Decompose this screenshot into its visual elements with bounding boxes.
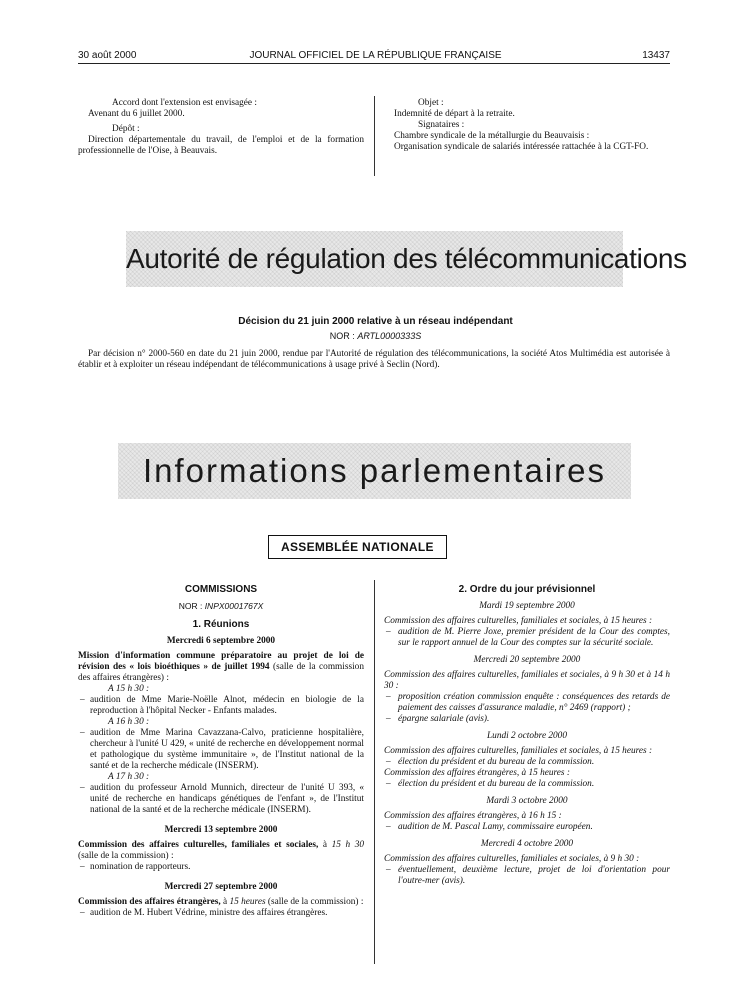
commission-etrangeres-location: (salle de la commission) : bbox=[265, 897, 364, 907]
decision-body: Par décision n° 2000-560 en date du 21 juin 2000, rendue par l'Autorité de régulation des télécommunications, la société Atos Multimédia est autorisée à établir et à exploiter un réseau indépendant de télécommunications à usage privé à Seclin (Nord). bbox=[78, 349, 670, 370]
reunions-heading: 1. Réunions bbox=[192, 619, 250, 630]
left-column bbox=[78, 584, 364, 919]
commissions-nor-code: INPX0001767X bbox=[204, 601, 264, 611]
commission-culturelles-paragraph bbox=[78, 840, 364, 862]
d2-proposition: – proposition création commission enquête : conséquences des retards de paiement des caisses d'assurance maladie, n° 2469 (rapport) ; bbox=[384, 692, 670, 714]
commission-culturelles-title: Commission des affaires culturelles, familiales et sociales, bbox=[78, 840, 319, 850]
header-date: 30 août 2000 bbox=[78, 50, 137, 61]
ordre-du-jour-heading: 2. Ordre du jour prévisionnel bbox=[458, 584, 596, 595]
assembly-heading: ASSEMBLÉE NATIONALE bbox=[268, 535, 447, 559]
d2-epargne: – épargne salariale (avis). bbox=[384, 714, 670, 725]
commission-culturelles-time: 15 h 30 bbox=[331, 840, 365, 850]
audition-munnich: – audition du professeur Arnold Munnich, directeur de l'unité U 393, « unité de recherche en handicaps génétiques de l'enfant », de l'Institut national de la santé et de la recherche médicale (INSERM). bbox=[78, 783, 364, 816]
top-left-column bbox=[78, 98, 364, 157]
d3-election-1: – élection du président et du bureau de la commission. bbox=[384, 757, 670, 768]
top-column-divider bbox=[374, 96, 375, 176]
journal-title: JOURNAL OFFICIEL DE LA RÉPUBLIQUE FRANÇAISE bbox=[249, 50, 502, 61]
objet-text: Indemnité de départ à la retraite. bbox=[394, 109, 515, 119]
date-20-septembre: Mercredi 20 septembre 2000 bbox=[473, 655, 581, 665]
d3-commission-1: Commission des affaires culturelles, familiales et sociales, à 15 heures : bbox=[384, 746, 653, 756]
d5-outre-mer: – éventuellement, deuxième lecture, projet de loi d'orientation pour l'outre-mer (avis). bbox=[384, 865, 670, 887]
mission-title: Mission d'information commune préparatoire au projet de loi de révision des « lois bioéthiques » de juillet 1994 bbox=[78, 651, 364, 672]
signataire-1: Chambre syndicale de la métallurgie du Beauvaisis : bbox=[394, 131, 590, 141]
art-banner bbox=[126, 231, 687, 287]
decision-nor-code: ARTL0000333S bbox=[357, 331, 422, 341]
d3-commission-2: Commission des affaires étrangères, à 15 heures : bbox=[384, 768, 570, 778]
date-19-septembre: Mardi 19 septembre 2000 bbox=[479, 601, 575, 611]
date-27-septembre: Mercredi 27 septembre 2000 bbox=[164, 882, 278, 892]
commission-culturelles-location: (salle de la commission) : bbox=[78, 851, 174, 861]
right-column bbox=[384, 584, 670, 887]
d1-audition-joxe: – audition de M. Pierre Joxe, premier président de la Cour des comptes, sur le rapport annuel de la Cour des comptes sur la sécurité sociale. bbox=[384, 627, 670, 649]
decision-nor bbox=[0, 331, 751, 341]
audition-vedrine: – audition de M. Hubert Védrine, ministre des affaires étrangères. bbox=[78, 908, 364, 919]
commission-culturelles-a: à bbox=[318, 840, 332, 850]
commission-etrangeres-title: Commission des affaires étrangères, bbox=[78, 897, 221, 907]
date-3-octobre: Mardi 3 octobre 2000 bbox=[486, 796, 568, 806]
d3-election-2: – élection du président et du bureau de la commission. bbox=[384, 779, 670, 790]
mission-paragraph bbox=[78, 651, 364, 684]
depot-text: Direction départementale du travail, de l'emploi et de la formation professionnelle de l'Oise, à Beauvais. bbox=[78, 135, 364, 156]
d2-commission: Commission des affaires culturelles, familiales et sociales, à 9 h 30 et à 14 h 30 : bbox=[384, 670, 670, 691]
signataire-2: Organisation syndicale de salariés intéressée rattachée à la CGT-FO. bbox=[394, 142, 649, 152]
objet-label: Objet : bbox=[418, 98, 444, 108]
depot-label: Dépôt : bbox=[112, 124, 140, 134]
date-2-octobre: Lundi 2 octobre 2000 bbox=[487, 731, 567, 741]
decision-title: Décision du 21 juin 2000 relative à un réseau indépendant bbox=[238, 316, 513, 327]
top-right-column bbox=[384, 98, 670, 153]
d4-commission: Commission des affaires étrangères, à 16 h 15 : bbox=[384, 811, 562, 821]
date-4-octobre: Mercredi 4 octobre 2000 bbox=[480, 839, 574, 849]
commissions-nor bbox=[78, 601, 364, 612]
date-6-septembre: Mercredi 6 septembre 2000 bbox=[166, 636, 276, 646]
main-column-divider bbox=[374, 580, 375, 964]
parl-banner-title: Informations parlementaires bbox=[142, 452, 607, 489]
commission-etrangeres-time: 15 heures bbox=[229, 897, 266, 907]
extension-line: Accord dont l'extension est envisagée : bbox=[112, 98, 257, 108]
audition-cavazzana: – audition de Mme Marina Cavazzana-Calvo, praticienne hospitalière, chercheur à l'unité U 429, « unité de recherche en développement normal et pathologique du système immunitaire », de l'Institut national de la santé et de la recherche médicale (INSERM). bbox=[78, 728, 364, 772]
nomination-rapporteurs: – nomination de rapporteurs. bbox=[78, 862, 364, 873]
commission-etrangeres-paragraph bbox=[78, 897, 364, 908]
page-number: 13437 bbox=[642, 50, 670, 61]
commissions-nor-label: NOR : bbox=[178, 601, 203, 611]
time-1730: A 17 h 30 : bbox=[108, 772, 150, 782]
date-13-septembre: Mercredi 13 septembre 2000 bbox=[164, 825, 278, 835]
commission-etrangeres-a: à bbox=[220, 897, 230, 907]
mission-location: (salle de la commission des affaires étrangères) : bbox=[78, 662, 364, 683]
time-1530: A 15 h 30 : bbox=[108, 684, 150, 694]
parl-banner bbox=[118, 443, 631, 499]
commissions-heading: COMMISSIONS bbox=[184, 584, 258, 595]
art-banner-title: Autorité de régulation des télécommunications bbox=[126, 243, 687, 274]
d4-audition-lamy: – audition de M. Pascal Lamy, commissaire européen. bbox=[384, 822, 670, 833]
header-rule bbox=[78, 63, 670, 64]
time-1630: A 16 h 30 : bbox=[108, 717, 150, 727]
signataires-label: Signataires : bbox=[418, 120, 465, 130]
decision-nor-label: NOR : bbox=[329, 331, 355, 341]
audition-alnot: – audition de Mme Marie-Noëlle Alnot, médecin en biologie de la reproduction à l'hôpital Necker - Enfants malades. bbox=[78, 695, 364, 717]
avenant-line: Avenant du 6 juillet 2000. bbox=[88, 109, 185, 119]
d5-commission: Commission des affaires culturelles, familiales et sociales, à 9 h 30 : bbox=[384, 854, 640, 864]
d1-commission: Commission des affaires culturelles, familiales et sociales, à 15 heures : bbox=[384, 616, 653, 626]
